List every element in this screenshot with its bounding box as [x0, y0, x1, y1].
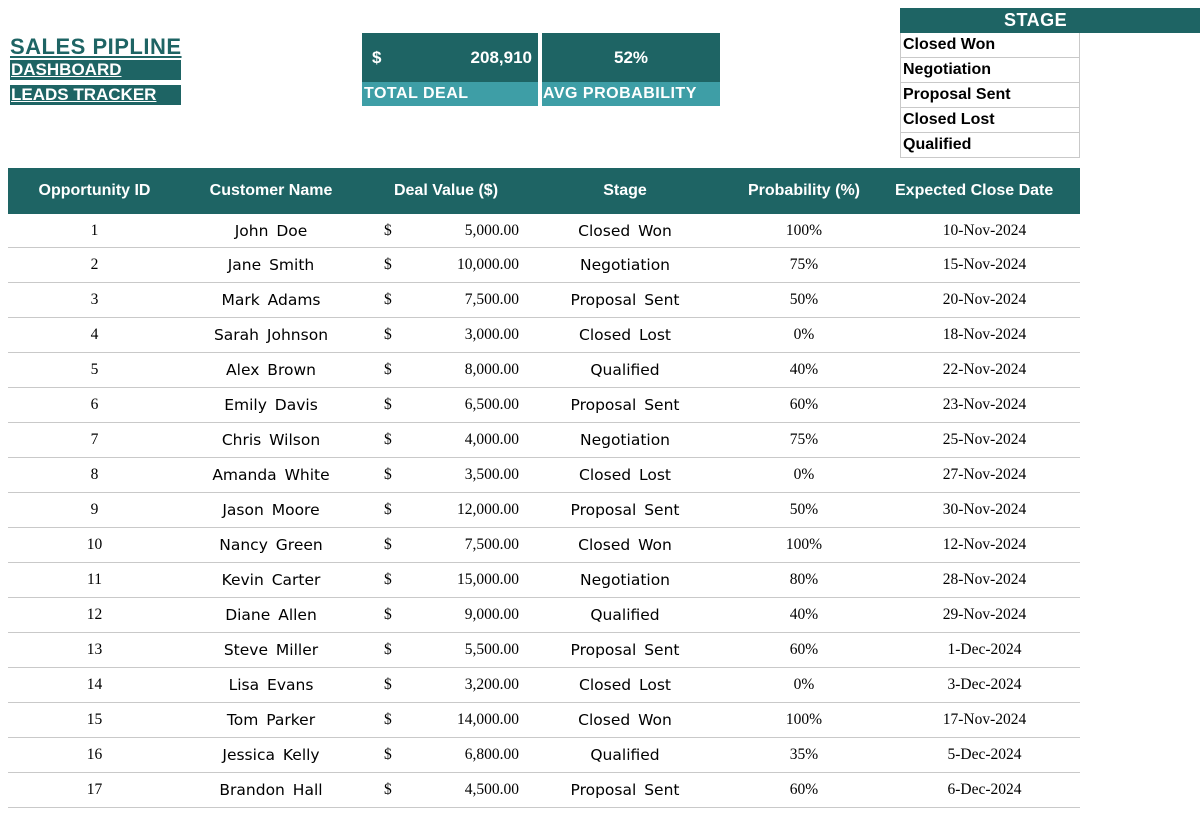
cell-deal-value[interactable] — [361, 563, 531, 598]
cell-currency-symbol: $ — [384, 711, 392, 728]
cell-stage[interactable]: Closed Lost — [531, 458, 719, 493]
cell-deal-amount: 10,000.00 — [457, 256, 519, 273]
table-row[interactable] — [8, 773, 1080, 808]
cell-deal-amount: 9,000.00 — [464, 606, 519, 623]
cell-currency-symbol: $ — [384, 606, 392, 623]
cell-probability[interactable]: 75% — [719, 248, 889, 283]
cell-customer-name[interactable]: Kevin Carter — [181, 563, 361, 598]
cell-expected-close-date[interactable]: 15-Nov-2024 — [889, 248, 1080, 283]
stage-option-closed-won[interactable]: Closed Won — [900, 33, 1080, 58]
cell-opportunity-id[interactable]: 12 — [8, 598, 181, 633]
stage-option-qualified[interactable]: Qualified — [900, 133, 1080, 158]
cell-customer-name[interactable]: Lisa Evans — [181, 668, 361, 703]
table-row[interactable] — [8, 283, 1080, 318]
cell-stage[interactable]: Negotiation — [531, 563, 719, 598]
cell-opportunity-id[interactable]: 13 — [8, 633, 181, 668]
stage-filter-heading: STAGE — [900, 8, 1200, 33]
cell-deal-amount: 4,000.00 — [464, 431, 519, 448]
cell-deal-value[interactable] — [361, 668, 531, 703]
total-deal-value: 208,910 — [470, 48, 532, 67]
cell-deal-amount: 12,000.00 — [457, 501, 519, 518]
cell-deal-value[interactable] — [361, 738, 531, 773]
cell-deal-amount: 8,000.00 — [464, 361, 519, 378]
cell-expected-close-date[interactable]: 23-Nov-2024 — [889, 388, 1080, 423]
cell-currency-symbol: $ — [384, 466, 392, 483]
cell-expected-close-date[interactable]: 3-Dec-2024 — [889, 668, 1080, 703]
cell-deal-value[interactable] — [361, 493, 531, 528]
total-deal-card — [362, 33, 538, 82]
cell-deal-value[interactable] — [361, 773, 531, 808]
cell-probability[interactable]: 0% — [719, 458, 889, 493]
cell-probability[interactable]: 0% — [719, 318, 889, 353]
cell-stage[interactable]: Closed Lost — [531, 668, 719, 703]
cell-customer-name[interactable]: Steve Miller — [181, 633, 361, 668]
cell-customer-name[interactable]: Jessica Kelly — [181, 738, 361, 773]
cell-customer-name[interactable]: Chris Wilson — [181, 423, 361, 458]
cell-deal-amount: 7,500.00 — [464, 536, 519, 553]
cell-stage[interactable]: Closed Won — [531, 703, 719, 738]
table-row[interactable] — [8, 738, 1080, 773]
cell-currency-symbol: $ — [384, 221, 392, 239]
table-row[interactable] — [8, 633, 1080, 668]
col-header-opportunity-id[interactable]: Opportunity ID — [8, 168, 181, 214]
avg-probability-label: AVG PROBABILITY — [542, 82, 720, 106]
table-row[interactable] — [8, 493, 1080, 528]
cell-expected-close-date[interactable]: 5-Dec-2024 — [889, 738, 1080, 773]
cell-deal-value[interactable] — [361, 318, 531, 353]
cell-probability[interactable]: 60% — [719, 388, 889, 423]
cell-deal-amount: 5,500.00 — [464, 641, 519, 658]
cell-customer-name[interactable]: Mark Adams — [181, 283, 361, 318]
cell-probability[interactable]: 50% — [719, 493, 889, 528]
table-header-row — [8, 168, 1080, 214]
cell-deal-value[interactable] — [361, 633, 531, 668]
table-row[interactable] — [8, 563, 1080, 598]
cell-probability[interactable]: 35% — [719, 738, 889, 773]
cell-opportunity-id[interactable]: 5 — [8, 353, 181, 388]
cell-probability[interactable]: 80% — [719, 563, 889, 598]
table-row[interactable] — [8, 214, 1080, 248]
total-deal-label: TOTAL DEAL — [362, 82, 538, 106]
cell-deal-value[interactable] — [361, 214, 531, 248]
cell-probability[interactable]: 100% — [719, 703, 889, 738]
cell-customer-name[interactable]: Emily Davis — [181, 388, 361, 423]
cell-probability[interactable]: 60% — [719, 633, 889, 668]
cell-stage[interactable]: Closed Lost — [531, 318, 719, 353]
cell-deal-amount: 15,000.00 — [457, 571, 519, 588]
cell-customer-name[interactable]: Amanda White — [181, 458, 361, 493]
cell-currency-symbol: $ — [384, 746, 392, 763]
col-header-customer-name[interactable]: Customer Name — [181, 168, 361, 214]
cell-probability[interactable]: 60% — [719, 773, 889, 808]
cell-expected-close-date[interactable]: 27-Nov-2024 — [889, 458, 1080, 493]
avg-probability-value: 52% — [613, 48, 649, 67]
cell-customer-name[interactable]: Nancy Green — [181, 528, 361, 563]
cell-deal-amount: 3,500.00 — [464, 466, 519, 483]
cell-opportunity-id[interactable]: 4 — [8, 318, 181, 353]
cell-deal-value[interactable] — [361, 283, 531, 318]
cell-opportunity-id[interactable]: 16 — [8, 738, 181, 773]
stage-filter — [900, 8, 1200, 158]
cell-customer-name[interactable]: Brandon Hall — [181, 773, 361, 808]
stage-option-negotiation[interactable]: Negotiation — [900, 58, 1080, 83]
cell-stage[interactable]: Closed Won — [531, 214, 719, 248]
table-body — [8, 214, 1080, 808]
table-row[interactable] — [8, 318, 1080, 353]
cell-deal-amount: 3,200.00 — [464, 676, 519, 693]
cell-expected-close-date[interactable]: 28-Nov-2024 — [889, 563, 1080, 598]
cell-deal-value[interactable] — [361, 388, 531, 423]
cell-expected-close-date[interactable]: 10-Nov-2024 — [889, 214, 1080, 248]
cell-deal-value[interactable] — [361, 353, 531, 388]
cell-deal-value[interactable] — [361, 528, 531, 563]
cell-opportunity-id[interactable]: 1 — [8, 214, 181, 248]
cell-expected-close-date[interactable]: 17-Nov-2024 — [889, 703, 1080, 738]
cell-currency-symbol: $ — [384, 536, 392, 553]
cell-stage[interactable]: Proposal Sent — [531, 633, 719, 668]
table-row[interactable] — [8, 528, 1080, 563]
cell-expected-close-date[interactable]: 22-Nov-2024 — [889, 353, 1080, 388]
cell-customer-name[interactable]: John Doe — [181, 214, 361, 248]
cell-stage[interactable]: Closed Won — [531, 528, 719, 563]
table-row[interactable] — [8, 423, 1080, 458]
cell-currency-symbol: $ — [384, 676, 392, 693]
cell-stage[interactable]: Qualified — [531, 738, 719, 773]
cell-deal-value[interactable] — [361, 423, 531, 458]
col-header-stage[interactable]: Stage — [531, 168, 719, 214]
opportunities-table-container — [8, 168, 1080, 808]
table-row[interactable] — [8, 668, 1080, 703]
cell-opportunity-id[interactable]: 11 — [8, 563, 181, 598]
cell-stage[interactable]: Negotiation — [531, 248, 719, 283]
cell-expected-close-date[interactable]: 20-Nov-2024 — [889, 283, 1080, 318]
opportunities-table — [8, 168, 1080, 808]
cell-deal-amount: 14,000.00 — [457, 711, 519, 728]
cell-probability[interactable]: 100% — [719, 528, 889, 563]
cell-expected-close-date[interactable]: 25-Nov-2024 — [889, 423, 1080, 458]
stage-option-proposal-sent[interactable]: Proposal Sent — [900, 83, 1080, 108]
cell-probability[interactable]: 0% — [719, 668, 889, 703]
cell-opportunity-id[interactable]: 17 — [8, 773, 181, 808]
page-title: SALES PIPLINE — [10, 34, 182, 59]
cell-probability[interactable]: 75% — [719, 423, 889, 458]
cell-deal-amount: 4,500.00 — [464, 781, 519, 798]
cell-probability[interactable]: 40% — [719, 353, 889, 388]
col-header-deal-value[interactable]: Deal Value ($) — [361, 168, 531, 214]
cell-opportunity-id[interactable]: 9 — [8, 493, 181, 528]
cell-expected-close-date[interactable]: 12-Nov-2024 — [889, 528, 1080, 563]
cell-currency-symbol: $ — [384, 361, 392, 378]
cell-deal-value[interactable] — [361, 248, 531, 283]
cell-stage[interactable]: Proposal Sent — [531, 773, 719, 808]
currency-symbol: $ — [372, 48, 382, 67]
table-row[interactable] — [8, 353, 1080, 388]
cell-currency-symbol: $ — [384, 396, 392, 413]
cell-opportunity-id[interactable]: 15 — [8, 703, 181, 738]
cell-currency-symbol: $ — [384, 291, 392, 308]
cell-opportunity-id[interactable]: 14 — [8, 668, 181, 703]
cell-customer-name[interactable]: Sarah Johnson — [181, 318, 361, 353]
cell-currency-symbol: $ — [384, 571, 392, 588]
cell-deal-value[interactable] — [361, 598, 531, 633]
cell-deal-amount: 6,800.00 — [464, 746, 519, 763]
col-header-probability[interactable]: Probability (%) — [719, 168, 889, 214]
cell-customer-name[interactable]: Tom Parker — [181, 703, 361, 738]
table-row[interactable] — [8, 388, 1080, 423]
cell-opportunity-id[interactable]: 2 — [8, 248, 181, 283]
cell-deal-amount: 7,500.00 — [464, 291, 519, 308]
col-header-expected-close-date[interactable]: Expected Close Date — [889, 168, 1080, 214]
table-row[interactable] — [8, 598, 1080, 633]
cell-opportunity-id[interactable]: 7 — [8, 423, 181, 458]
cell-probability[interactable]: 40% — [719, 598, 889, 633]
cell-deal-amount: 5,000.00 — [464, 221, 519, 239]
cell-stage[interactable]: Proposal Sent — [531, 493, 719, 528]
cell-expected-close-date[interactable]: 1-Dec-2024 — [889, 633, 1080, 668]
cell-opportunity-id[interactable]: 10 — [8, 528, 181, 563]
cell-expected-close-date[interactable]: 29-Nov-2024 — [889, 598, 1080, 633]
cell-currency-symbol: $ — [384, 781, 392, 798]
cell-expected-close-date[interactable]: 6-Dec-2024 — [889, 773, 1080, 808]
cell-expected-close-date[interactable]: 30-Nov-2024 — [889, 493, 1080, 528]
table-row[interactable] — [8, 703, 1080, 738]
leads-tracker-link[interactable]: LEADS TRACKER — [10, 85, 181, 105]
cell-opportunity-id[interactable]: 6 — [8, 388, 181, 423]
cell-stage[interactable]: Qualified — [531, 353, 719, 388]
table-row[interactable] — [8, 458, 1080, 493]
cell-probability[interactable]: 100% — [719, 214, 889, 248]
cell-opportunity-id[interactable]: 8 — [8, 458, 181, 493]
cell-stage[interactable]: Negotiation — [531, 423, 719, 458]
cell-stage[interactable]: Proposal Sent — [531, 388, 719, 423]
cell-stage[interactable]: Proposal Sent — [531, 283, 719, 318]
cell-customer-name[interactable]: Jane Smith — [181, 248, 361, 283]
cell-customer-name[interactable]: Diane Allen — [181, 598, 361, 633]
cell-customer-name[interactable]: Jason Moore — [181, 493, 361, 528]
cell-deal-value[interactable] — [361, 458, 531, 493]
cell-currency-symbol: $ — [384, 431, 392, 448]
dashboard-link[interactable]: DASHBOARD — [10, 60, 181, 80]
cell-deal-value[interactable] — [361, 703, 531, 738]
cell-customer-name[interactable]: Alex Brown — [181, 353, 361, 388]
cell-currency-symbol: $ — [384, 326, 392, 343]
cell-probability[interactable]: 50% — [719, 283, 889, 318]
cell-deal-amount: 6,500.00 — [464, 396, 519, 413]
cell-deal-amount: 3,000.00 — [464, 326, 519, 343]
cell-currency-symbol: $ — [384, 501, 392, 518]
cell-currency-symbol: $ — [384, 256, 392, 273]
cell-currency-symbol: $ — [384, 641, 392, 658]
avg-probability-card — [542, 33, 720, 82]
cell-stage[interactable]: Qualified — [531, 598, 719, 633]
table-row[interactable] — [8, 248, 1080, 283]
cell-opportunity-id[interactable]: 3 — [8, 283, 181, 318]
stage-option-closed-lost[interactable]: Closed Lost — [900, 108, 1080, 133]
cell-expected-close-date[interactable]: 18-Nov-2024 — [889, 318, 1080, 353]
